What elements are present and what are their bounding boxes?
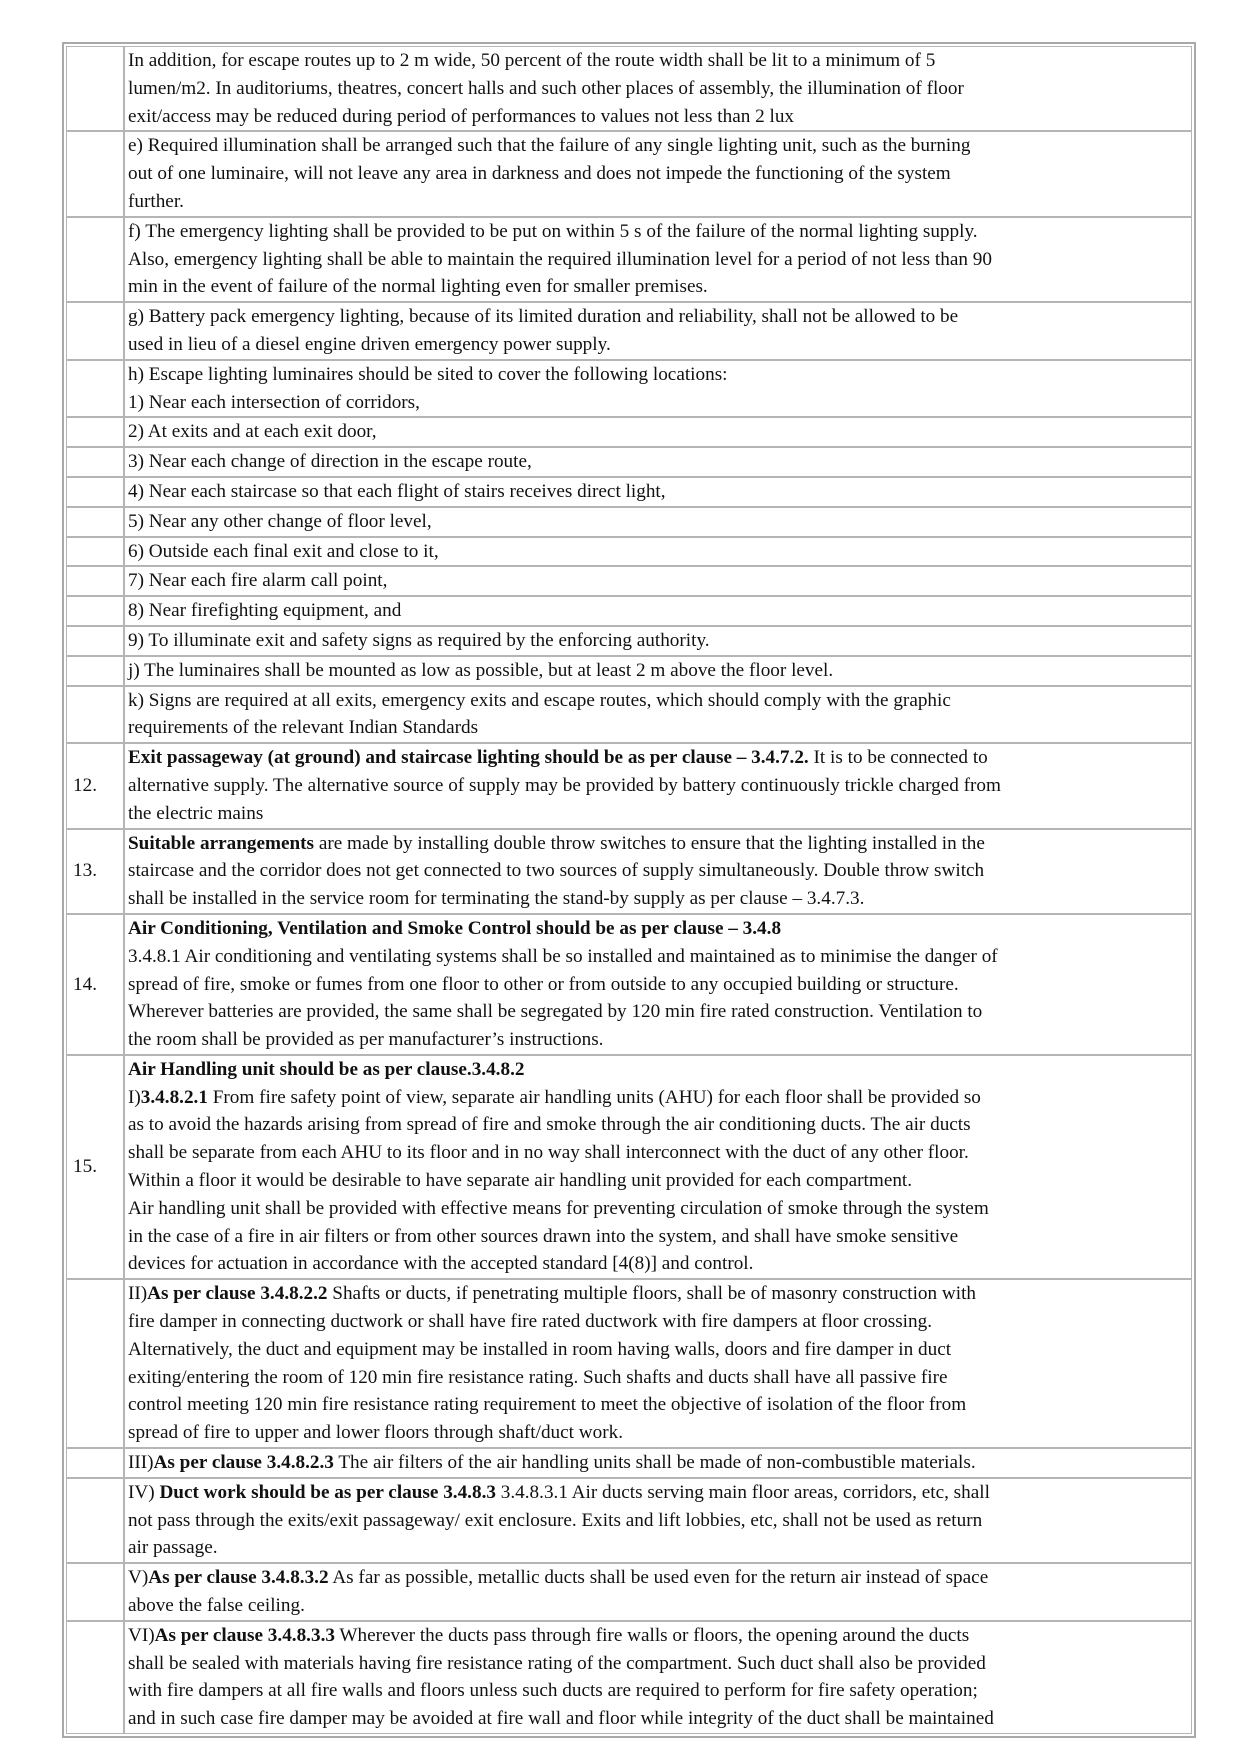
row-text xyxy=(124,656,1192,686)
row-number xyxy=(66,360,124,418)
text-line: requirements of the relevant Indian Standards xyxy=(128,717,479,739)
text-line: spread of fire, smoke or fumes from one floor to other or from outside to any occupied building or structure. xyxy=(128,973,959,995)
row-number xyxy=(66,1621,124,1734)
table-row xyxy=(66,1448,1192,1478)
text-line: not pass through the exits/exit passageway/ exit enclosure. Exits and lift lobbies, etc, shall not be used as return xyxy=(128,1509,983,1531)
table-row xyxy=(66,507,1192,537)
text-line: in the case of a fire in air filters or from other sources drawn into the system, and shall have smoke sensitive xyxy=(128,1225,959,1247)
row-number xyxy=(66,596,124,626)
row-text xyxy=(124,447,1192,477)
text-line: Air Handling unit should be as per clause.3.4.8.2 xyxy=(128,1058,525,1080)
text-line: In addition, for escape routes up to 2 m wide, 50 percent of the route width shall be lit to a minimum of 5 xyxy=(128,50,936,71)
text-line: 3.4.8.1 Air conditioning and ventilating systems shall be so installed and maintained as to minimise the danger of xyxy=(128,945,998,967)
row-number xyxy=(66,656,124,686)
document-page xyxy=(62,42,1196,1738)
row-number xyxy=(66,477,124,507)
text-line: air passage. xyxy=(128,1537,218,1559)
table-row xyxy=(66,447,1192,477)
text-line: e) Required illumination shall be arranged such that the failure of any single lighting unit, such as the burning xyxy=(128,135,971,157)
table-row xyxy=(66,417,1192,447)
table-row xyxy=(66,302,1192,360)
table-row xyxy=(66,656,1192,686)
table-row xyxy=(66,566,1192,596)
text-line: 1) Near each intersection of corridors, xyxy=(128,391,420,413)
text-line: f) The emergency lighting shall be provided to be put on within 5 s of the failure of the normal lighting supply. xyxy=(128,220,978,242)
text-line: shall be separate from each AHU to its floor and in no way shall interconnect with the duct of any other floor. xyxy=(128,1142,969,1164)
row-text xyxy=(124,743,1192,828)
text-line: alternative supply. The alternative source of supply may be provided by battery continuously trickle charged from xyxy=(128,774,1001,796)
text-line: II)As per clause 3.4.8.2.2 Shafts or ducts, if penetrating multiple floors, shall be of masonry construction with xyxy=(128,1283,977,1305)
row-text xyxy=(124,1478,1192,1563)
row-number: 12. xyxy=(66,743,124,828)
text-line: Suitable arrangements are made by installing double throw switches to ensure that the lighting installed in the xyxy=(128,832,985,854)
row-text xyxy=(124,626,1192,656)
text-line: spread of fire to upper and lower floors through shaft/duct work. xyxy=(128,1422,624,1444)
text-line: 7) Near each fire alarm call point, xyxy=(128,570,388,592)
row-text xyxy=(124,131,1192,216)
text-line: VI)As per clause 3.4.8.3.3 Wherever the ducts pass through fire walls or floors, the opening around the ducts xyxy=(128,1624,970,1646)
text-line: III)As per clause 3.4.8.2.3 The air filters of the air handling units shall be made of non-combustible materials. xyxy=(128,1452,976,1474)
row-number xyxy=(66,507,124,537)
row-text xyxy=(124,507,1192,537)
row-number xyxy=(66,131,124,216)
row-number xyxy=(66,1563,124,1621)
text-line: further. xyxy=(128,190,184,212)
table-row xyxy=(66,829,1192,914)
table-row xyxy=(66,686,1192,744)
text-line: devices for actuation in accordance with the accepted standard [4(8)] and control. xyxy=(128,1253,754,1275)
row-number xyxy=(66,566,124,596)
text-line: and in such case fire damper may be avoided at fire wall and floor while integrity of the duct shall be maintained xyxy=(128,1708,994,1730)
row-number xyxy=(66,417,124,447)
text-line: exit/access may be reduced during period of performances to values not less than 2 lux xyxy=(128,105,795,127)
row-number xyxy=(66,46,124,131)
row-number: 13. xyxy=(66,829,124,914)
text-line: 2) At exits and at each exit door, xyxy=(128,421,377,443)
text-line: Exit passageway (at ground) and staircase lighting should be as per clause – 3.4.7.2. It is to be connected to xyxy=(128,747,988,769)
text-line: staircase and the corridor does not get connected to two sources of supply simultaneously. Double throw switch xyxy=(128,860,985,882)
row-text xyxy=(124,417,1192,447)
row-number xyxy=(66,302,124,360)
row-number xyxy=(66,1478,124,1563)
table-row xyxy=(66,1279,1192,1448)
table-row xyxy=(66,1055,1192,1279)
table-row xyxy=(66,743,1192,828)
text-line: IV) Duct work should be as per clause 3.4.8.3 3.4.8.3.1 Air ducts serving main floor areas, corridors, etc, shall xyxy=(128,1481,990,1503)
table-row xyxy=(66,46,1192,131)
text-line: shall be sealed with materials having fire resistance rating of the compartment. Such duct shall also be provided xyxy=(128,1652,986,1674)
text-line: used in lieu of a diesel engine driven emergency power supply. xyxy=(128,333,611,355)
text-line: 3) Near each change of direction in the escape route, xyxy=(128,451,532,473)
row-text xyxy=(124,1055,1192,1279)
table-row xyxy=(66,1478,1192,1563)
text-line: lumen/m2. In auditoriums, theatres, concert halls and such other places of assembly, the illumination of floor xyxy=(128,77,964,99)
table-row xyxy=(66,626,1192,656)
table-row xyxy=(66,1621,1192,1734)
table-row xyxy=(66,217,1192,302)
text-line: g) Battery pack emergency lighting, because of its limited duration and reliability, shall not be allowed to be xyxy=(128,306,959,328)
text-line: I)3.4.8.2.1 From fire safety point of view, separate air handling units (AHU) for each floor shall be provided so xyxy=(128,1086,981,1108)
row-text xyxy=(124,566,1192,596)
row-text xyxy=(124,477,1192,507)
text-line: control meeting 120 min fire resistance rating requirement to meet the objective of isolation of the floor from xyxy=(128,1394,967,1416)
row-text xyxy=(124,1279,1192,1448)
text-line: V)As per clause 3.4.8.3.2 As far as possible, metallic ducts shall be used even for the return air instead of space xyxy=(128,1567,989,1589)
clause-table xyxy=(66,46,1192,1734)
table-row xyxy=(66,914,1192,1055)
text-line: 6) Outside each final exit and close to it, xyxy=(128,540,439,562)
table-row xyxy=(66,477,1192,507)
row-text xyxy=(124,829,1192,914)
text-line: the room shall be provided as per manufacturer’s instructions. xyxy=(128,1029,604,1051)
text-line: with fire dampers at all fire walls and floors unless such ducts are required to perform for fire safety operation; xyxy=(128,1680,978,1702)
text-line: Air handling unit shall be provided with effective means for preventing circulation of smoke through the system xyxy=(128,1197,989,1219)
row-text xyxy=(124,686,1192,744)
text-line: Alternatively, the duct and equipment may be installed in room having walls, doors and fire damper in duct xyxy=(128,1338,952,1360)
row-text xyxy=(124,537,1192,567)
text-line: exiting/entering the room of 120 min fire resistance rating. Such shafts and ducts shall have all passive fire xyxy=(128,1366,948,1388)
text-line: shall be installed in the service room for terminating the stand-by supply as per clause – 3.4.7.3. xyxy=(128,888,865,910)
row-text xyxy=(124,1448,1192,1478)
row-number xyxy=(66,686,124,744)
text-line: out of one luminaire, will not leave any area in darkness and does not impede the functioning of the system xyxy=(128,163,951,185)
text-line: min in the event of failure of the normal lighting even for smaller premises. xyxy=(128,276,708,298)
text-line: the electric mains xyxy=(128,802,264,824)
text-line: k) Signs are required at all exits, emergency exits and escape routes, which should comply with the graphic xyxy=(128,689,951,711)
table-row xyxy=(66,360,1192,418)
row-text xyxy=(124,914,1192,1055)
row-text xyxy=(124,217,1192,302)
table-row xyxy=(66,537,1192,567)
row-number: 15. xyxy=(66,1055,124,1279)
text-line: 9) To illuminate exit and safety signs as required by the enforcing authority. xyxy=(128,629,710,651)
text-line: h) Escape lighting luminaires should be sited to cover the following locations: xyxy=(128,363,728,385)
text-line: as to avoid the hazards arising from spread of fire and smoke through the air conditioning ducts. The air ducts xyxy=(128,1114,971,1136)
text-line: 5) Near any other change of floor level, xyxy=(128,510,432,532)
row-text xyxy=(124,302,1192,360)
table-row xyxy=(66,131,1192,216)
text-line: 4) Near each staircase so that each flight of stairs receives direct light, xyxy=(128,480,666,502)
row-text xyxy=(124,1621,1192,1734)
text-line: Wherever batteries are provided, the same shall be segregated by 120 min fire rated construction. Ventilation to xyxy=(128,1001,983,1023)
row-text xyxy=(124,1563,1192,1621)
text-line: fire damper in connecting ductwork or shall have fire rated ductwork with fire dampers at floor crossing. xyxy=(128,1311,933,1333)
table-row xyxy=(66,1563,1192,1621)
text-line: j) The luminaires shall be mounted as low as possible, but at least 2 m above the floor level. xyxy=(128,659,834,681)
row-number xyxy=(66,1448,124,1478)
text-line: Also, emergency lighting shall be able to maintain the required illumination level for a period of not less than 90 xyxy=(128,248,992,270)
text-line: 8) Near firefighting equipment, and xyxy=(128,600,402,622)
row-text xyxy=(124,46,1192,131)
row-text xyxy=(124,596,1192,626)
row-number: 14. xyxy=(66,914,124,1055)
table-row xyxy=(66,596,1192,626)
text-line: above the false ceiling. xyxy=(128,1595,305,1617)
row-number xyxy=(66,626,124,656)
row-number xyxy=(66,447,124,477)
row-number xyxy=(66,217,124,302)
text-line: Air Conditioning, Ventilation and Smoke Control should be as per clause – 3.4.8 xyxy=(128,917,782,939)
row-text xyxy=(124,360,1192,418)
row-number xyxy=(66,1279,124,1448)
row-number xyxy=(66,537,124,567)
clause-table-body xyxy=(66,46,1192,1734)
text-line: Within a floor it would be desirable to have separate air handling unit provided for each compartment. xyxy=(128,1170,913,1192)
